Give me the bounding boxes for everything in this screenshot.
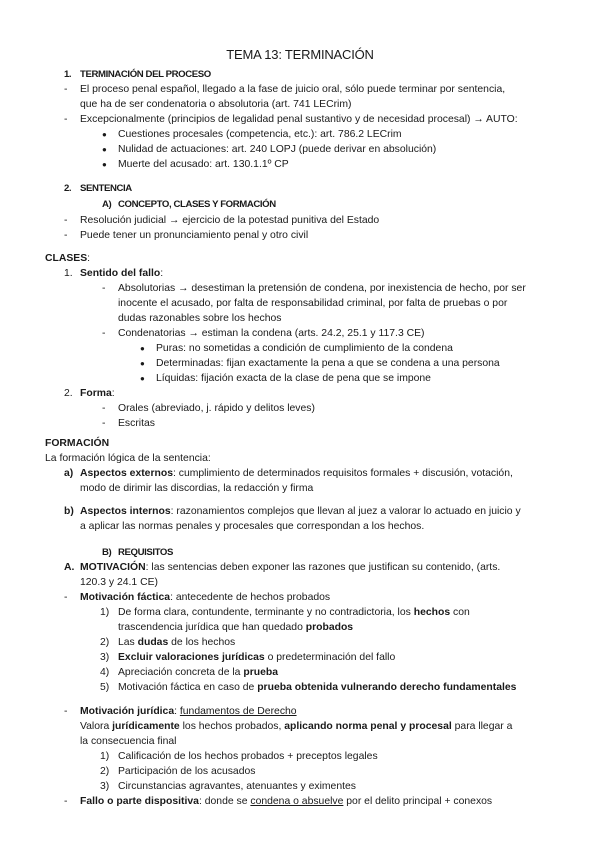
formacion-a-line2: modo de dirimir las discordias, la redacción y firma bbox=[80, 483, 314, 494]
bullet-icon: ● bbox=[140, 374, 145, 383]
factica-item-3 bbox=[118, 651, 395, 664]
factica-i5-bold: prueba obtenida vulnerando derecho fundamentales bbox=[257, 682, 517, 693]
requisitos-letter: B) bbox=[102, 547, 112, 558]
factica-i2-post: de los hechos bbox=[168, 637, 236, 648]
factica-i1-bold: hechos bbox=[413, 607, 451, 618]
factica-i1-pre: De forma clara, contundente, terminante y no contradictoria, los bbox=[118, 607, 414, 618]
requisitos-heading: REQUISITOS bbox=[118, 547, 173, 558]
dash-marker: - bbox=[102, 418, 106, 429]
dash-marker: - bbox=[64, 592, 68, 603]
juridica-label: Motivación jurídica bbox=[80, 706, 175, 717]
dash-marker: - bbox=[102, 283, 106, 294]
fallo-underlined: condena o absuelve bbox=[250, 796, 344, 807]
factica-num-4: 4) bbox=[100, 667, 110, 678]
absolutorias-line1: Absolutorias → desestiman la pretensión de condena, por inexistencia de hecho, por ser bbox=[118, 283, 526, 294]
section-2-number: 2. bbox=[64, 183, 72, 194]
clases-colon: : bbox=[87, 253, 91, 264]
juridica-l2-mid: los hechos probados, bbox=[179, 721, 285, 732]
factica-label: Motivación fáctica bbox=[80, 592, 171, 603]
motivacion-label: MOTIVACIÓN bbox=[80, 562, 146, 573]
juridica-l2-b1: jurídicamente bbox=[112, 721, 180, 732]
fallo-label: Fallo o parte dispositiva bbox=[80, 796, 199, 807]
motivacion-letter: A. bbox=[64, 562, 75, 573]
s1-bullet-1: Cuestiones procesales (competencia, etc.): art. 786.2 LECrim bbox=[118, 129, 402, 140]
forma-label: Forma bbox=[80, 388, 112, 399]
subsection-a-heading: CONCEPTO, CLASES Y FORMACIÓN bbox=[118, 199, 276, 210]
fallo-pre: : donde se bbox=[198, 796, 251, 807]
clases-heading bbox=[45, 252, 90, 265]
juridica-line3: la consecuencia final bbox=[80, 736, 177, 747]
section-2-heading: SENTENCIA bbox=[80, 183, 132, 194]
section-1-heading: TERMINACIÓN DEL PROCESO bbox=[80, 69, 211, 80]
factica-i4-pre: Apreciación concreta de la bbox=[118, 667, 244, 678]
clases-n1: 1. bbox=[64, 268, 73, 279]
aspectos-internos-text: : razonamientos complejos que llevan al juez a valorar lo actuado en juicio y bbox=[170, 506, 521, 517]
juridica-l2-post: para llegar a bbox=[451, 721, 513, 732]
formacion-b-letter: b) bbox=[64, 506, 74, 517]
s1-bullet-3: Muerte del acusado: art. 130.1.1º CP bbox=[118, 159, 289, 170]
clases-bullet-1: Puras: no sometidas a condición de cumplimiento de la condena bbox=[156, 343, 453, 354]
aspectos-externos-label: Aspectos externos bbox=[80, 468, 173, 479]
bullet-icon: ● bbox=[140, 359, 145, 368]
juridica-l2-b2: aplicando norma penal y procesal bbox=[284, 721, 452, 732]
bullet-icon: ● bbox=[102, 130, 107, 139]
bullet-icon: ● bbox=[102, 145, 107, 154]
bullet-icon: ● bbox=[102, 160, 107, 169]
s1-bullet-2: Nulidad de actuaciones: art. 240 LOPJ (puede derivar en absolución) bbox=[118, 144, 437, 155]
forma-item-2: Escritas bbox=[118, 418, 155, 429]
aspectos-externos-text: : cumplimiento de determinados requisitos formales + discusión, votación, bbox=[172, 468, 513, 479]
juridica-l2-pre: Valora bbox=[80, 721, 113, 732]
factica-i4-bold: prueba bbox=[243, 667, 278, 678]
juridica-item-3: Circunstancias agravantes, atenuantes y eximentes bbox=[118, 781, 356, 792]
dash-marker: - bbox=[64, 215, 68, 226]
factica-num-1: 1) bbox=[100, 607, 110, 618]
dash-marker: - bbox=[64, 84, 68, 95]
dash-marker: - bbox=[64, 114, 68, 125]
juridica-underlined: fundamentos de Derecho bbox=[179, 706, 297, 717]
sentido-del-fallo bbox=[80, 267, 163, 280]
factica-item-5 bbox=[118, 681, 516, 694]
formacion-b-line2: a aplicar las normas penales y procesales que correspondan a los hechos. bbox=[80, 521, 425, 532]
factica-num-5: 5) bbox=[100, 682, 110, 693]
factica-i1-l2-bold: probados bbox=[305, 622, 354, 633]
fallo-post: por el delito principal + conexos bbox=[343, 796, 493, 807]
sentido-label: Sentido del fallo bbox=[80, 268, 161, 279]
section-1-number: 1. bbox=[64, 69, 72, 80]
factica-text: : antecedente de hechos probados bbox=[170, 592, 331, 603]
factica-i3-post: o predeterminación del fallo bbox=[264, 652, 396, 663]
s1-item2: Excepcionalmente (principios de legalidad penal sustantivo y de necesidad procesal) → AUTO: bbox=[80, 114, 518, 125]
s1-item1-line2: que ha de ser condenatoria o absolutoria (art. 741 LECrim) bbox=[80, 99, 352, 110]
fallo-line bbox=[80, 795, 492, 808]
factica-i2-pre: Las bbox=[118, 637, 138, 648]
factica-item-4 bbox=[118, 666, 278, 679]
factica-i1-l2-pre: trascendencia jurídica que han quedado bbox=[118, 622, 306, 633]
factica-i5-pre: Motivación fáctica en caso de bbox=[118, 682, 258, 693]
condenatorias: Condenatorias → estiman la condena (arts. 24.2, 25.1 y 117.3 CE) bbox=[118, 328, 425, 339]
s2-item2: Puede tener un pronunciamiento penal y otro civil bbox=[80, 230, 309, 241]
motivacion-juridica bbox=[80, 705, 297, 718]
motivacion-factica bbox=[80, 591, 330, 604]
s2-item1: Resolución judicial → ejercicio de la potestad punitiva del Estado bbox=[80, 215, 380, 226]
formacion-b-line1 bbox=[80, 505, 521, 518]
juridica-line2 bbox=[80, 720, 512, 733]
formacion-a-line1 bbox=[80, 467, 513, 480]
motivacion-line1 bbox=[80, 561, 500, 574]
clases-bullet-2: Determinadas: fijan exactamente la pena a que se condena a una persona bbox=[156, 358, 500, 369]
juridica-num-3: 3) bbox=[100, 781, 110, 792]
juridica-item-1: Calificación de los hechos probados + preceptos legales bbox=[118, 751, 378, 762]
sentido-colon: : bbox=[160, 268, 164, 279]
factica-num-2: 2) bbox=[100, 637, 110, 648]
s1-item1-line1: El proceso penal español, llegado a la fase de juicio oral, sólo puede terminar por sentencia, bbox=[80, 84, 506, 95]
factica-i2-bold: dudas bbox=[137, 637, 169, 648]
motivacion-line2: 120.3 y 24.1 CE) bbox=[80, 577, 158, 588]
juridica-num-2: 2) bbox=[100, 766, 110, 777]
dash-marker: - bbox=[64, 230, 68, 241]
page-title: TEMA 13: TERMINACIÓN bbox=[226, 47, 374, 62]
formacion-a-letter: a) bbox=[64, 468, 74, 479]
clases-heading-text: CLASES bbox=[45, 253, 88, 264]
formacion-intro: La formación lógica de la sentencia: bbox=[45, 453, 211, 464]
juridica-item-2: Participación de los acusados bbox=[118, 766, 256, 777]
forma bbox=[80, 387, 115, 400]
factica-i3-bold: Excluir valoraciones jurídicas bbox=[118, 652, 265, 663]
motivacion-text: : las sentencias deben exponer las razones que justifican su contenido, (arts. bbox=[145, 562, 501, 573]
dash-marker: - bbox=[102, 403, 106, 414]
dash-marker: - bbox=[64, 796, 68, 807]
factica-num-3: 3) bbox=[100, 652, 110, 663]
absolutorias-line2: inocente el acusado, por falta de responsabilidad criminal, por falta de pruebas o por bbox=[118, 298, 508, 309]
clases-n2: 2. bbox=[64, 388, 73, 399]
bullet-icon: ● bbox=[140, 344, 145, 353]
dash-marker: - bbox=[102, 328, 106, 339]
juridica-colon: : bbox=[174, 706, 177, 717]
factica-item-1-line1 bbox=[118, 606, 470, 619]
factica-item-2 bbox=[118, 636, 235, 649]
formacion-heading: FORMACIÓN bbox=[45, 438, 110, 449]
factica-i1-post: con bbox=[450, 607, 470, 618]
dash-marker: - bbox=[64, 706, 68, 717]
subsection-a-letter: A) bbox=[102, 199, 112, 210]
forma-item-1: Orales (abreviado, j. rápido y delitos leves) bbox=[118, 403, 315, 414]
aspectos-internos-label: Aspectos internos bbox=[80, 506, 171, 517]
juridica-num-1: 1) bbox=[100, 751, 110, 762]
factica-item-1-line2 bbox=[118, 621, 353, 634]
clases-bullet-3: Líquidas: fijación exacta de la clase de pena que se impone bbox=[156, 373, 431, 384]
forma-colon: : bbox=[111, 388, 115, 399]
absolutorias-line3: dudas razonables sobre los hechos bbox=[118, 313, 282, 324]
